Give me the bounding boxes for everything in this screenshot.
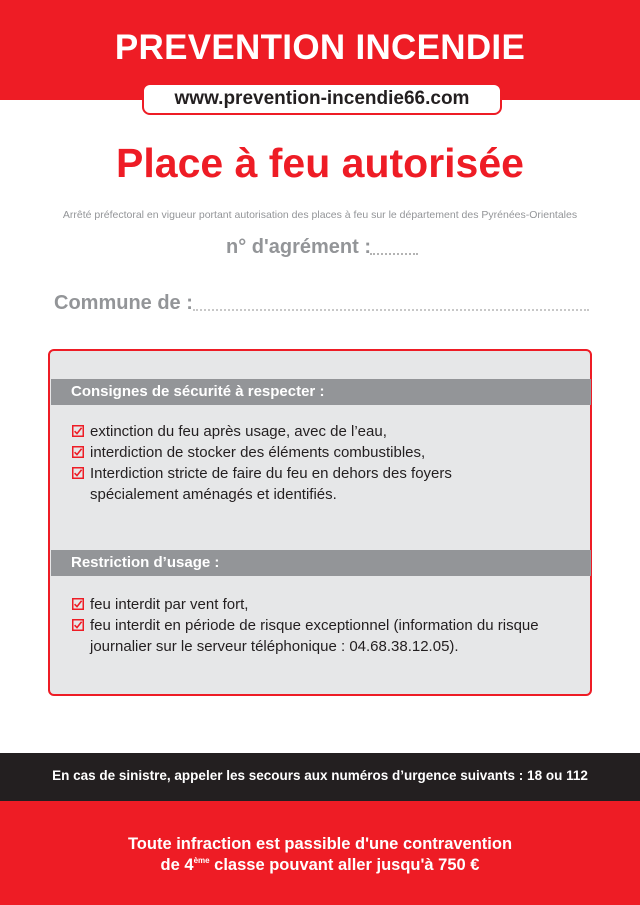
checkbox-checked-icon — [72, 467, 84, 479]
emergency-text: En cas de sinistre, appeler les secours aux numéros d’urgence suivants : 18 ou 112 — [52, 768, 588, 783]
list-item-text: feu interdit par vent fort, — [90, 596, 249, 613]
website-url: www.prevention-incendie66.com — [142, 83, 502, 115]
infraction-superscript: ème — [193, 856, 210, 865]
infraction-line-2-suffix: classe pouvant aller jusqu'à 750 € — [209, 856, 480, 874]
list-item-text: journalier sur le serveur téléphonique : 04.68.38.12.05). — [90, 638, 459, 655]
commune-label: Commune de : — [54, 292, 193, 314]
list-item — [72, 463, 452, 505]
infraction-line-2-prefix: de 4 — [160, 856, 194, 874]
infraction-text — [0, 834, 640, 876]
checkbox-checked-icon — [72, 598, 84, 610]
agrement-label: n° d'agrément : — [226, 236, 371, 258]
list-item-text: Interdiction stricte de faire du feu en dehors des foyers — [90, 465, 452, 482]
list-item — [72, 594, 539, 615]
list-item — [72, 615, 539, 657]
list-item-text: feu interdit en période de risque exceptionnel (information du risque — [90, 617, 539, 634]
list-item — [72, 421, 452, 442]
checkbox-checked-icon — [72, 619, 84, 631]
infraction-line-1: Toute infraction est passible d'une contravention — [127, 835, 513, 853]
safety-heading: Consignes de sécurité à respecter : — [51, 379, 591, 405]
header-title: PREVENTION INCENDIE — [114, 28, 526, 67]
restriction-heading: Restriction d’usage : — [51, 550, 591, 576]
agrement-fill-line — [370, 253, 418, 255]
checkbox-checked-icon — [72, 425, 84, 437]
list-item-text: spécialement aménagés et identifiés. — [90, 486, 337, 503]
main-title: Place à feu autorisée — [116, 140, 524, 186]
restriction-list — [72, 594, 539, 657]
list-item-text: extinction du feu après usage, avec de l’eau, — [90, 423, 387, 440]
list-item-text: interdiction de stocker des éléments combustibles, — [90, 444, 426, 461]
safety-list — [72, 421, 452, 505]
checkbox-checked-icon — [72, 446, 84, 458]
commune-fill-line — [193, 309, 589, 311]
decree-text: Arrêté préfectoral en vigueur portant autorisation des places à feu sur le département des Pyrénées-Orientales — [62, 209, 578, 221]
list-item — [72, 442, 452, 463]
